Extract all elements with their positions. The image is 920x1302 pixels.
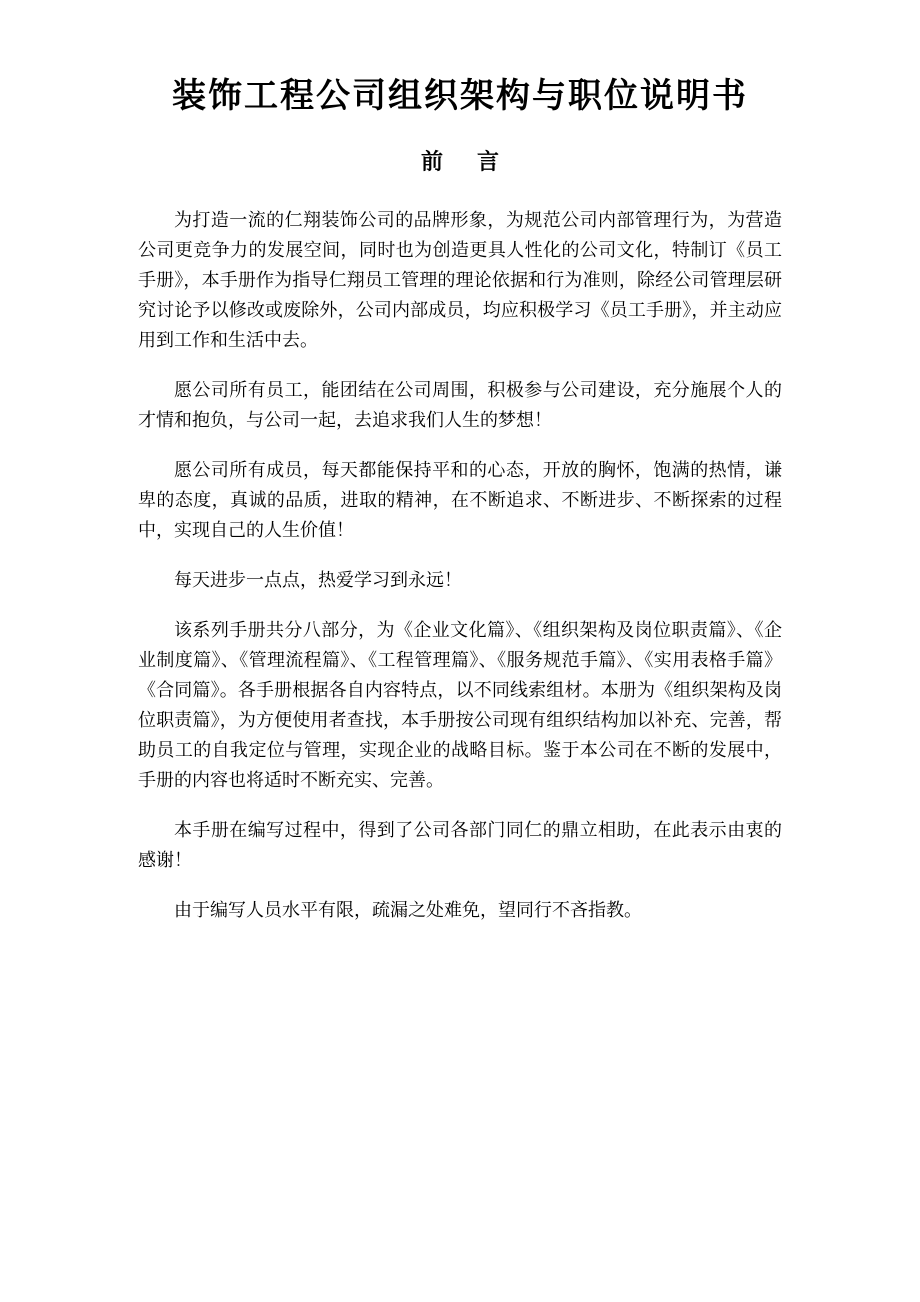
paragraph: 由于编写人员水平有限，疏漏之处难免，望同行不吝指教。 <box>174 900 642 921</box>
paragraph: 每天进步一点点，热爱学习到永远！ <box>174 570 462 591</box>
preface-heading-char-2: 言 <box>477 150 500 175</box>
preface-body <box>138 206 782 946</box>
preface-heading <box>0 145 920 181</box>
paragraph: 愿公司所有员工，能团结在公司周围，积极参与公司建设，充分施展个人的才情和抱负，与公司一起，去追求我们人生的梦想！ <box>138 380 782 431</box>
paragraph: 该系列手册共分八部分，为《企业文化篇》、《组织架构及岗位职责篇》、《企业制度篇》、《管理流程篇》、《工程管理篇》、《服务规范手篇》、《实用表格手篇》《合同篇》。各手册根据各自内容特点，以不同线索组材。本册为《组织架构及岗位职责篇》，为方便使用者查找，本手册按公司现有组织结构加以补充、完善，帮助员工的自我定位与管理，实现企业的战略目标。鉴于本公司在不断的发展中，手册的内容也将适时不断充实、完善。 <box>138 620 782 791</box>
paragraph: 愿公司所有成员，每天都能保持平和的心态，开放的胸怀，饱满的热情，谦卑的态度，真诚的品质，进取的精神，在不断追求、不断进步、不断探索的过程中，实现自己的人生价值！ <box>138 460 782 541</box>
preface-heading-char-1: 前 <box>420 150 443 175</box>
paragraph: 本手册在编写过程中，得到了公司各部门同仁的鼎立相助，在此表示由衷的感谢！ <box>138 820 782 871</box>
document-title: 装饰工程公司组织架构与职位说明书 <box>172 76 748 116</box>
paragraph: 为打造一流的仁翔装饰公司的品牌形象，为规范公司内部管理行为，为营造公司更竞争力的发展空间，同时也为创造更具人性化的公司文化，特制订《员工手册》，本手册作为指导仁翔员工管理的理论依据和行为准则，除经公司管理层研究讨论予以修改或废除外，公司内部成员，均应积极学习《员工手册》，并主动应用到工作和生活中去。 <box>138 210 782 351</box>
